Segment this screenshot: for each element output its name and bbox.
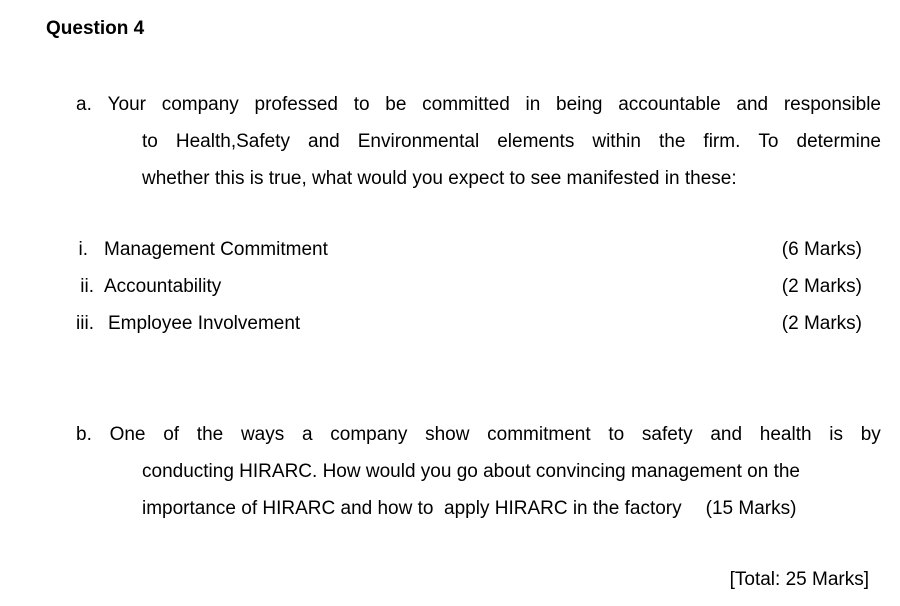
part-b-word: of (163, 424, 180, 445)
part-a-word: the (658, 131, 686, 152)
part-a-word: within (592, 131, 641, 152)
sub-question-label: Accountability (104, 276, 222, 297)
part-b-word: One (109, 424, 146, 445)
part-b-word: ways (240, 424, 285, 445)
part-b-word: is (829, 424, 843, 445)
part-a-word: firm. (703, 131, 741, 152)
sub-question-marks: (6 Marks) (781, 239, 862, 260)
part-a-word: to (353, 94, 370, 115)
part-a (76, 86, 881, 197)
part-a-line-2 (76, 123, 881, 160)
part-a-text: whether this is true, what would you expect to see manifested in these: (142, 168, 737, 189)
part-b-line-1 (76, 416, 881, 453)
part-b (76, 416, 881, 527)
part-b-word: show (425, 424, 470, 445)
part-b-marker: b. (76, 424, 92, 445)
part-a-word: in (525, 94, 541, 115)
part-b-word: company (330, 424, 408, 445)
part-b-marks: (15 Marks) (705, 498, 797, 519)
sub-question-number: iii. (76, 313, 94, 334)
part-b-line-3 (76, 490, 881, 527)
part-a-word: Environmental (357, 131, 480, 152)
part-a-marker: a. (76, 94, 92, 115)
part-b-word: commitment (487, 424, 591, 445)
part-a-word: and (308, 131, 340, 152)
part-b-word: the (196, 424, 224, 445)
part-b-text: importance of HIRARC and how to apply HIRARC in the factory (142, 498, 682, 519)
sub-question-marks: (2 Marks) (781, 276, 862, 297)
sub-question-number: ii. (80, 276, 94, 297)
part-a-word: committed (422, 94, 510, 115)
part-a-word: being (556, 94, 603, 115)
part-a-word: elements (497, 131, 575, 152)
part-a-word: determine (796, 131, 881, 152)
sub-question-label: Management Commitment (104, 239, 328, 260)
question-title: Question 4 (46, 18, 145, 39)
sub-question-item (54, 231, 862, 268)
part-b-word: safety (641, 424, 693, 445)
part-a-word: to (142, 131, 158, 152)
total-marks: [Total: 25 Marks] (729, 569, 869, 590)
part-b-word: to (608, 424, 625, 445)
part-a-word: Health,Safety (175, 131, 290, 152)
sub-question-label: Employee Involvement (108, 313, 301, 334)
part-a-word: be (385, 94, 407, 115)
part-a-word: professed (254, 94, 338, 115)
sub-question-number: i. (78, 239, 88, 260)
part-a-line-3 (76, 160, 881, 197)
sub-question-item (54, 268, 862, 305)
part-a-line-1 (76, 86, 881, 123)
part-b-word: by (860, 424, 881, 445)
sub-question-marks: (2 Marks) (781, 313, 862, 334)
part-a-word: accountable (618, 94, 721, 115)
part-a-word: responsible (783, 94, 881, 115)
part-b-word: and (710, 424, 743, 445)
sub-question-list (54, 231, 862, 342)
part-b-word: health (759, 424, 812, 445)
part-a-word: To (758, 131, 779, 152)
part-b-line-2 (76, 453, 881, 490)
sub-question-item (54, 305, 862, 342)
part-a-word: Your (107, 94, 146, 115)
part-b-word: a (301, 424, 313, 445)
part-b-text: conducting HIRARC. How would you go about convincing management on the (142, 461, 800, 482)
part-a-word: and (736, 94, 769, 115)
part-a-word: company (161, 94, 239, 115)
